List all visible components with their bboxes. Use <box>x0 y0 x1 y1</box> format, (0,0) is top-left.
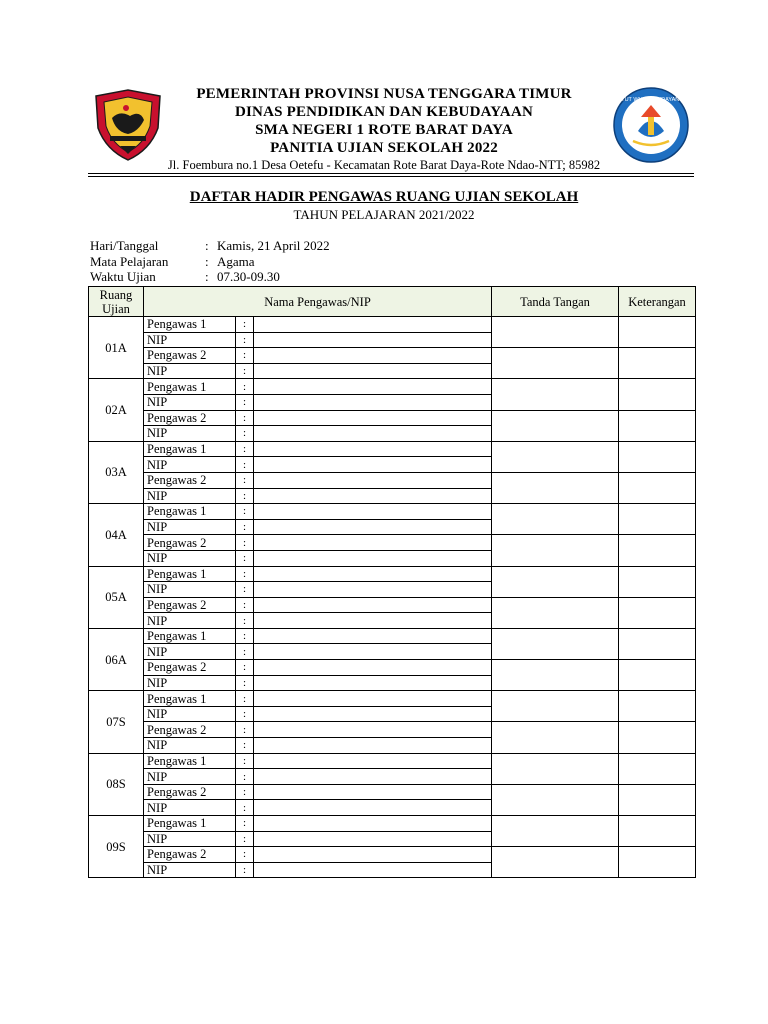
signature-cell[interactable] <box>492 535 619 566</box>
table-row <box>89 691 696 707</box>
room-number: 04A <box>89 504 144 566</box>
notes-cell[interactable] <box>619 566 696 597</box>
field-colon: : <box>236 535 254 551</box>
supervisor-label: Pengawas 1 <box>144 691 236 707</box>
header-room: Ruang Ujian <box>89 287 144 317</box>
supervisor-label: Pengawas 1 <box>144 504 236 520</box>
letterhead-line-2: DINAS PENDIDIKAN DAN KEBUDAYAAN <box>234 104 534 120</box>
nip-field[interactable] <box>254 738 492 754</box>
field-colon: : <box>236 332 254 348</box>
notes-cell[interactable] <box>619 660 696 691</box>
field-colon: : <box>236 410 254 426</box>
signature-cell[interactable] <box>492 628 619 659</box>
nip-label: NIP <box>144 394 236 410</box>
field-colon: : <box>236 784 254 800</box>
table-row <box>89 628 696 644</box>
notes-cell[interactable] <box>619 628 696 659</box>
field-colon: : <box>236 660 254 676</box>
supervisor-name-field[interactable] <box>254 379 492 395</box>
letterhead-address: Jl. Foembura no.1 Desa Oetefu - Kecamatan Rote Barat Daya-Rote Ndao-NTT; 85982 <box>167 158 601 172</box>
room-number: 06A <box>89 628 144 690</box>
supervisor-name-field[interactable] <box>254 441 492 457</box>
field-colon: : <box>236 644 254 660</box>
supervisor-name-field[interactable] <box>254 566 492 582</box>
table-row <box>89 660 696 676</box>
field-colon: : <box>236 831 254 847</box>
field-colon: : <box>236 706 254 722</box>
signature-cell[interactable] <box>492 753 619 784</box>
nip-field[interactable] <box>254 550 492 566</box>
supervisor-label: Pengawas 2 <box>144 472 236 488</box>
nip-label: NIP <box>144 582 236 598</box>
header-name: Nama Pengawas/NIP <box>144 287 492 317</box>
supervisor-name-field[interactable] <box>254 691 492 707</box>
supervisor-label: Pengawas 1 <box>144 379 236 395</box>
table-row <box>89 317 696 333</box>
letterhead-divider <box>88 173 694 174</box>
nip-label: NIP <box>144 862 236 878</box>
nip-field[interactable] <box>254 488 492 504</box>
nip-label: NIP <box>144 706 236 722</box>
signature-cell[interactable] <box>492 784 619 815</box>
field-colon: : <box>236 722 254 738</box>
signature-cell[interactable] <box>492 566 619 597</box>
room-number: 02A <box>89 379 144 441</box>
field-colon: : <box>236 613 254 629</box>
nip-label: NIP <box>144 550 236 566</box>
notes-cell[interactable] <box>619 753 696 784</box>
right-logo-text: TUT WURI HANDAYANI <box>621 97 681 103</box>
signature-cell[interactable] <box>492 379 619 410</box>
field-colon: : <box>236 738 254 754</box>
field-colon: : <box>236 862 254 878</box>
field-colon: : <box>236 847 254 863</box>
notes-cell[interactable] <box>619 535 696 566</box>
notes-cell[interactable] <box>619 379 696 410</box>
nip-field[interactable] <box>254 800 492 816</box>
letterhead-divider-thin <box>88 176 694 177</box>
nip-field[interactable] <box>254 706 492 722</box>
room-number: 09S <box>89 816 144 878</box>
info-colon: : <box>205 269 209 284</box>
nip-field[interactable] <box>254 519 492 535</box>
supervisor-name-field[interactable] <box>254 504 492 520</box>
supervisor-name-field[interactable] <box>254 628 492 644</box>
supervisor-label: Pengawas 2 <box>144 597 236 613</box>
supervisor-name-field[interactable] <box>254 317 492 333</box>
notes-cell[interactable] <box>619 348 696 379</box>
table-row <box>89 472 696 488</box>
nip-label: NIP <box>144 738 236 754</box>
notes-cell[interactable] <box>619 847 696 878</box>
supervisor-name-field[interactable] <box>254 597 492 613</box>
signature-cell[interactable] <box>492 348 619 379</box>
supervisor-name-field[interactable] <box>254 722 492 738</box>
info-label: Hari/Tanggal <box>90 238 159 253</box>
field-colon: : <box>236 379 254 395</box>
field-colon: : <box>236 519 254 535</box>
field-colon: : <box>236 566 254 582</box>
nip-label: NIP <box>144 675 236 691</box>
signature-cell[interactable] <box>492 597 619 628</box>
table-row <box>89 410 696 426</box>
nip-field[interactable] <box>254 363 492 379</box>
nip-field[interactable] <box>254 332 492 348</box>
table-row <box>89 535 696 551</box>
room-number: 07S <box>89 691 144 753</box>
signature-cell[interactable] <box>492 472 619 503</box>
supervisor-name-field[interactable] <box>254 847 492 863</box>
notes-cell[interactable] <box>619 472 696 503</box>
field-colon: : <box>236 426 254 442</box>
supervisor-name-field[interactable] <box>254 784 492 800</box>
field-colon: : <box>236 472 254 488</box>
signature-cell[interactable] <box>492 722 619 753</box>
letterhead-line-3: SMA NEGERI 1 ROTE BARAT DAYA <box>255 122 513 138</box>
nip-field[interactable] <box>254 426 492 442</box>
info-label: Waktu Ujian <box>90 269 156 284</box>
nip-label: NIP <box>144 488 236 504</box>
info-value: Agama <box>217 254 255 269</box>
field-colon: : <box>236 597 254 613</box>
header-notes: Keterangan <box>619 287 696 317</box>
field-colon: : <box>236 582 254 598</box>
signature-cell[interactable] <box>492 441 619 472</box>
table-row <box>89 597 696 613</box>
nip-label: NIP <box>144 800 236 816</box>
supervisor-label: Pengawas 2 <box>144 660 236 676</box>
field-colon: : <box>236 691 254 707</box>
field-colon: : <box>236 441 254 457</box>
table-row <box>89 504 696 520</box>
nip-label: NIP <box>144 332 236 348</box>
letterhead-line-1: PEMERINTAH PROVINSI NUSA TENGGARA TIMUR <box>196 86 572 102</box>
notes-cell[interactable] <box>619 504 696 535</box>
table-row <box>89 816 696 832</box>
supervisor-name-field[interactable] <box>254 535 492 551</box>
supervisor-label: Pengawas 2 <box>144 784 236 800</box>
nip-label: NIP <box>144 363 236 379</box>
document-title: DAFTAR HADIR PENGAWAS RUANG UJIAN SEKOLAH <box>189 189 579 205</box>
supervisor-label: Pengawas 1 <box>144 317 236 333</box>
table-header-row <box>89 287 696 317</box>
supervisor-label: Pengawas 2 <box>144 348 236 364</box>
table-row <box>89 379 696 395</box>
nip-label: NIP <box>144 613 236 629</box>
info-label: Mata Pelajaran <box>90 254 169 269</box>
info-colon: : <box>205 238 209 253</box>
supervisor-label: Pengawas 2 <box>144 722 236 738</box>
table-row <box>89 847 696 863</box>
notes-cell[interactable] <box>619 441 696 472</box>
supervisor-name-field[interactable] <box>254 348 492 364</box>
notes-cell[interactable] <box>619 317 696 348</box>
room-number: 08S <box>89 753 144 815</box>
supervisor-name-field[interactable] <box>254 660 492 676</box>
field-colon: : <box>236 317 254 333</box>
supervisor-label: Pengawas 1 <box>144 816 236 832</box>
notes-cell[interactable] <box>619 691 696 722</box>
supervisor-label: Pengawas 1 <box>144 566 236 582</box>
notes-cell[interactable] <box>619 597 696 628</box>
room-number: 01A <box>89 317 144 379</box>
supervisor-label: Pengawas 1 <box>144 753 236 769</box>
table-row <box>89 348 696 364</box>
supervisor-name-field[interactable] <box>254 410 492 426</box>
field-colon: : <box>236 504 254 520</box>
notes-cell[interactable] <box>619 816 696 847</box>
nip-field[interactable] <box>254 862 492 878</box>
supervisor-label: Pengawas 1 <box>144 628 236 644</box>
signature-cell[interactable] <box>492 847 619 878</box>
nip-label: NIP <box>144 769 236 785</box>
field-colon: : <box>236 348 254 364</box>
supervisor-label: Pengawas 2 <box>144 410 236 426</box>
nip-field[interactable] <box>254 394 492 410</box>
nip-field[interactable] <box>254 831 492 847</box>
field-colon: : <box>236 800 254 816</box>
field-colon: : <box>236 488 254 504</box>
nip-label: NIP <box>144 644 236 660</box>
header-signature: Tanda Tangan <box>492 287 619 317</box>
room-number: 05A <box>89 566 144 628</box>
supervisor-name-field[interactable] <box>254 472 492 488</box>
field-colon: : <box>236 753 254 769</box>
signature-cell[interactable] <box>492 691 619 722</box>
nip-field[interactable] <box>254 613 492 629</box>
nip-label: NIP <box>144 519 236 535</box>
supervisor-label: Pengawas 1 <box>144 441 236 457</box>
notes-cell[interactable] <box>619 410 696 441</box>
room-number: 03A <box>89 441 144 503</box>
notes-cell[interactable] <box>619 722 696 753</box>
document-subtitle: TAHUN PELAJARAN 2021/2022 <box>293 207 475 222</box>
table-row <box>89 722 696 738</box>
nip-label: NIP <box>144 457 236 473</box>
field-colon: : <box>236 628 254 644</box>
field-colon: : <box>236 394 254 410</box>
table-row <box>89 784 696 800</box>
signature-cell[interactable] <box>492 660 619 691</box>
table-body <box>89 317 696 878</box>
info-colon: : <box>205 254 209 269</box>
field-colon: : <box>236 816 254 832</box>
supervisor-name-field[interactable] <box>254 753 492 769</box>
supervisor-name-field[interactable] <box>254 816 492 832</box>
info-value: Kamis, 21 April 2022 <box>217 238 330 253</box>
table-row <box>89 566 696 582</box>
table-row <box>89 753 696 769</box>
field-colon: : <box>236 769 254 785</box>
signature-cell[interactable] <box>492 410 619 441</box>
nip-field[interactable] <box>254 582 492 598</box>
nip-label: NIP <box>144 426 236 442</box>
letterhead-line-4: PANITIA UJIAN SEKOLAH 2022 <box>270 140 498 156</box>
notes-cell[interactable] <box>619 784 696 815</box>
attendance-table <box>88 286 696 878</box>
field-colon: : <box>236 675 254 691</box>
nip-field[interactable] <box>254 644 492 660</box>
supervisor-label: Pengawas 2 <box>144 535 236 551</box>
field-colon: : <box>236 363 254 379</box>
field-colon: : <box>236 457 254 473</box>
supervisor-label: Pengawas 2 <box>144 847 236 863</box>
nip-field[interactable] <box>254 769 492 785</box>
nip-field[interactable] <box>254 457 492 473</box>
info-value: 07.30-09.30 <box>217 269 280 284</box>
table-row <box>89 441 696 457</box>
signature-cell[interactable] <box>492 816 619 847</box>
nip-label: NIP <box>144 831 236 847</box>
signature-cell[interactable] <box>492 504 619 535</box>
field-colon: : <box>236 550 254 566</box>
nip-field[interactable] <box>254 675 492 691</box>
signature-cell[interactable] <box>492 317 619 348</box>
